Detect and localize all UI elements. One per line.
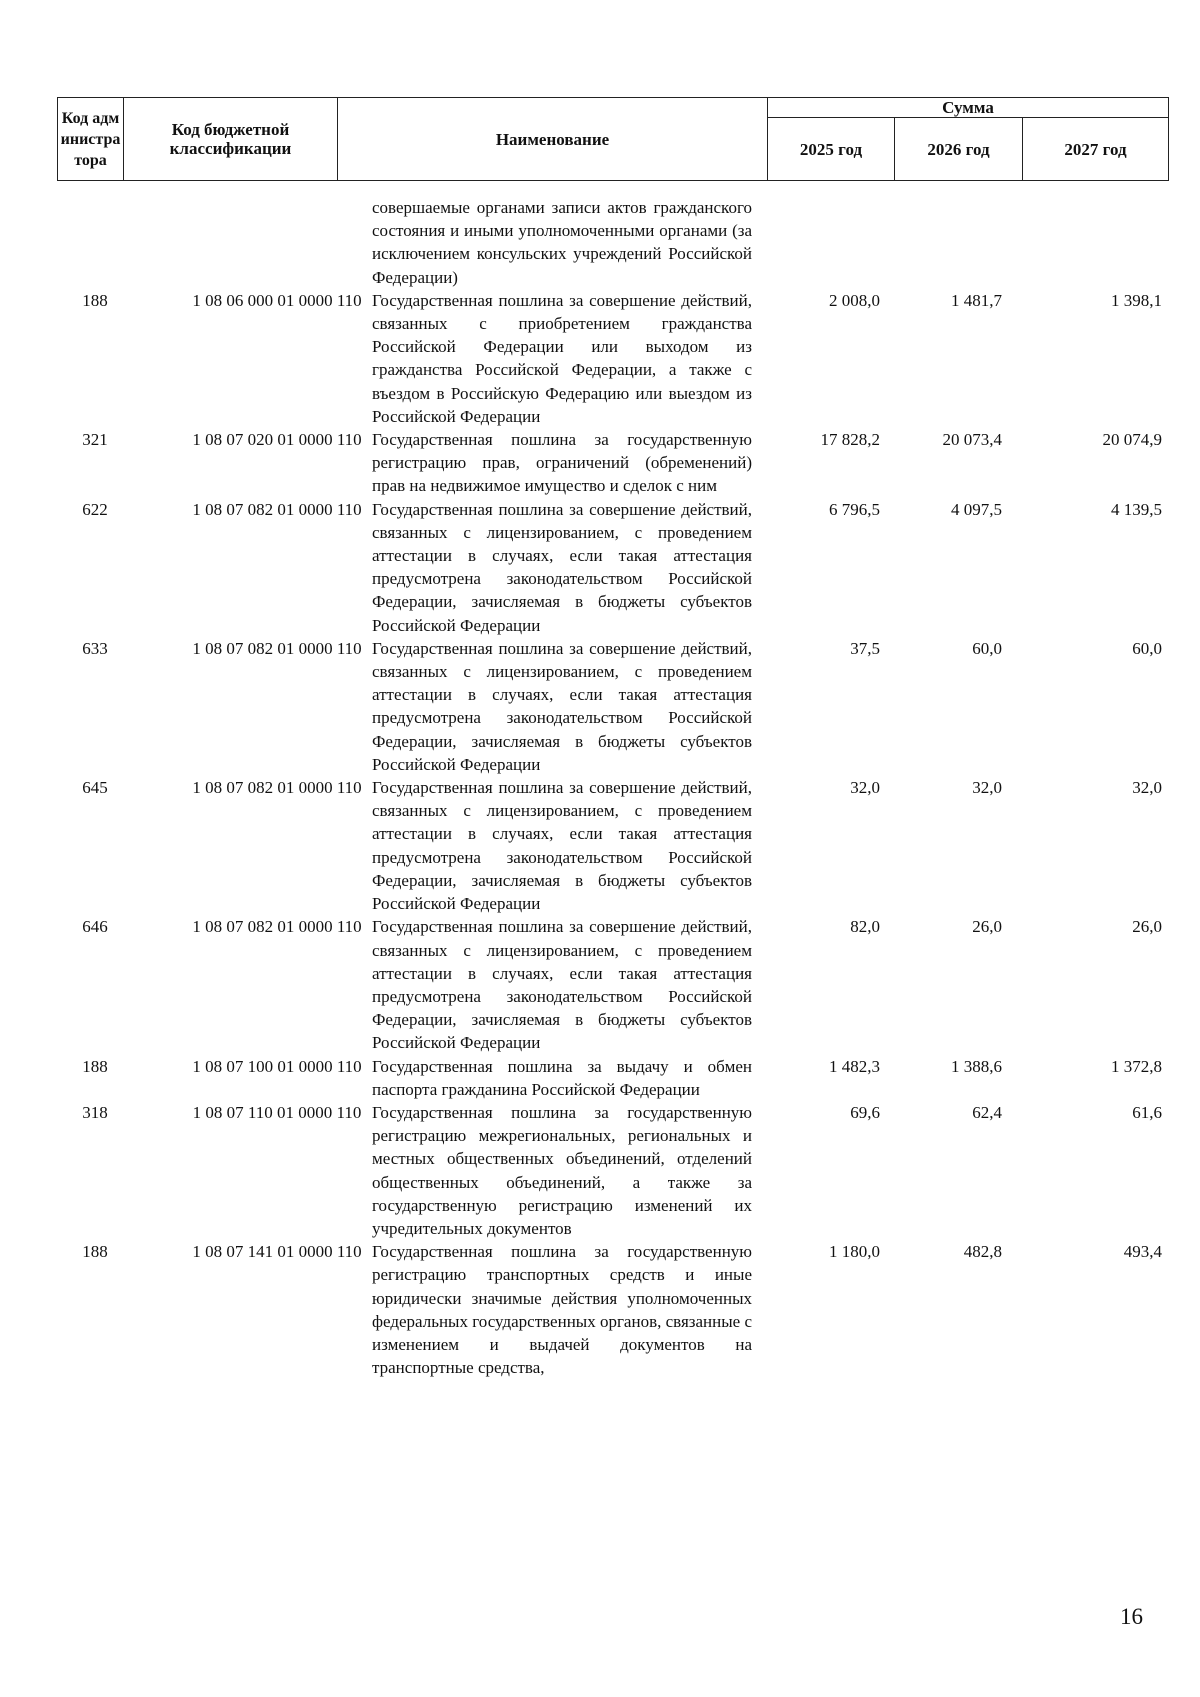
- row-budget-code: 1 08 06 000 01 0000 110: [192, 290, 362, 310]
- table-row: [57, 498, 1168, 637]
- row-sum-2026: 26,0: [972, 917, 1002, 937]
- row-sum-2025: 82,0: [850, 917, 880, 937]
- row-sum-2026: 32,0: [972, 778, 1002, 798]
- row-sum-2026: 482,8: [963, 1242, 1002, 1262]
- row-name: Государственная пошлина за государственную регистрацию прав, ограничений (обременений) прав на недвижимое имущество и сделок с ним: [372, 430, 752, 496]
- row-sum-2026: 20 073,4: [942, 430, 1002, 450]
- row-sum-2025: 1 482,3: [829, 1056, 880, 1076]
- table-row: [57, 289, 1168, 428]
- row-sum-2025: 69,6: [850, 1102, 880, 1122]
- table-row: [57, 915, 1168, 1054]
- row-name: Государственная пошлина за совершение действий, связанных с лицензированием, с проведением аттестации в случаях, если такая аттестация предусмотрена законодательством Российской Федерации, зачисляемая в бюджеты субъектов Российской Федерации: [372, 778, 752, 914]
- header-year-2027: 2027 год: [1023, 118, 1169, 181]
- row-sum-2025: 17 828,2: [820, 430, 880, 450]
- row-sum-2025: 6 796,5: [829, 499, 880, 519]
- table-row: [57, 1240, 1168, 1379]
- row-sum-2027: 61,6: [1132, 1102, 1162, 1122]
- row-budget-code: 1 08 07 082 01 0000 110: [192, 778, 362, 798]
- table-row: [57, 1055, 1168, 1101]
- row-sum-2027: 20 074,9: [1102, 430, 1162, 450]
- table-row: [57, 1101, 1168, 1240]
- row-name: Государственная пошлина за государственную регистрацию межрегиональных, региональных и местных общественных объединений, отделений общественных объединений, а также за государственную регистрацию изменений их учредительных документов: [372, 1102, 752, 1238]
- row-admin-code: 633: [82, 638, 108, 658]
- row-sum-2027: 1 372,8: [1111, 1056, 1162, 1076]
- row-sum-2027: 4 139,5: [1111, 499, 1162, 519]
- row-sum-2027: 60,0: [1132, 638, 1162, 658]
- row-name: совершаемые органами записи актов гражданского состояния и иными уполномоченными органами (за исключением консульских учреждений Российской Федерации): [372, 198, 752, 287]
- row-sum-2025: 2 008,0: [829, 290, 880, 310]
- row-name: Государственная пошлина за совершение действий, связанных с лицензированием, с проведением аттестации в случаях, если такая аттестация предусмотрена законодательством Российской Федерации, зачисляемая в бюджеты субъектов Российской Федерации: [372, 638, 752, 774]
- row-sum-2025: 37,5: [850, 638, 880, 658]
- row-budget-code: 1 08 07 082 01 0000 110: [192, 499, 362, 519]
- header-year-2026: 2026 год: [895, 118, 1023, 181]
- row-budget-code: 1 08 07 082 01 0000 110: [192, 638, 362, 658]
- table-row-continuation: [57, 196, 1168, 289]
- row-name: Государственная пошлина за совершение действий, связанных с лицензированием, с проведением аттестации в случаях, если такая аттестация предусмотрена законодательством Российской Федерации, зачисляемая в бюджеты субъектов Российской Федерации: [372, 917, 752, 1053]
- row-sum-2027: 493,4: [1123, 1242, 1162, 1262]
- table-row: [57, 776, 1168, 915]
- row-sum-2026: 4 097,5: [951, 499, 1002, 519]
- row-sum-2026: 1 388,6: [951, 1056, 1002, 1076]
- row-budget-code: 1 08 07 100 01 0000 110: [192, 1056, 362, 1076]
- row-budget-code: 1 08 07 082 01 0000 110: [192, 917, 362, 937]
- row-admin-code: 646: [82, 917, 108, 937]
- header-name: Наименование: [338, 98, 768, 181]
- row-name: Государственная пошлина за совершение действий, связанных с лицензированием, с проведением аттестации в случаях, если такая аттестация предусмотрена законодательством Российской Федерации, зачисляемая в бюджеты субъектов Российской Федерации: [372, 499, 752, 635]
- row-budget-code: 1 08 07 020 01 0000 110: [192, 430, 362, 450]
- row-sum-2026: 1 481,7: [951, 290, 1002, 310]
- table-body: [57, 196, 1168, 1379]
- row-name: Государственная пошлина за государственную регистрацию транспортных средств и иные юридически значимые действия уполномоченных федеральных государственных органов, связанные с изменением и выдачей документов на транспортные средства,: [372, 1242, 752, 1378]
- row-sum-2026: 62,4: [972, 1102, 1002, 1122]
- row-name: Государственная пошлина за совершение действий, связанных с приобретением гражданства Российской Федерации или выходом из гражданства Российской Федерации, а также с въездом в Российскую Федерацию или выездом из Российской Федерации: [372, 290, 752, 426]
- row-admin-code: 622: [82, 499, 108, 519]
- row-sum-2027: 1 398,1: [1111, 290, 1162, 310]
- header-sum: Сумма: [768, 98, 1169, 118]
- table-row: [57, 428, 1168, 498]
- table-header: [57, 97, 1169, 181]
- row-sum-2026: 60,0: [972, 638, 1002, 658]
- row-admin-code: 188: [82, 1242, 108, 1262]
- row-sum-2027: 32,0: [1132, 778, 1162, 798]
- table-row: [57, 637, 1168, 776]
- header-year-2025: 2025 год: [768, 118, 895, 181]
- row-admin-code: 188: [82, 290, 108, 310]
- row-admin-code: 321: [82, 430, 108, 450]
- header-admin-code: Код администратора: [58, 98, 124, 181]
- header-budget-code: Код бюджетной классификации: [124, 98, 338, 181]
- row-budget-code: 1 08 07 110 01 0000 110: [192, 1102, 362, 1122]
- row-name: Государственная пошлина за выдачу и обмен паспорта гражданина Российской Федерации: [372, 1056, 752, 1099]
- row-budget-code: 1 08 07 141 01 0000 110: [192, 1242, 362, 1262]
- row-admin-code: 645: [82, 778, 108, 798]
- row-sum-2025: 1 180,0: [829, 1242, 880, 1262]
- page-number: 16: [1120, 1604, 1143, 1629]
- row-admin-code: 318: [82, 1102, 108, 1122]
- row-sum-2027: 26,0: [1132, 917, 1162, 937]
- row-sum-2025: 32,0: [850, 778, 880, 798]
- row-admin-code: 188: [82, 1056, 108, 1076]
